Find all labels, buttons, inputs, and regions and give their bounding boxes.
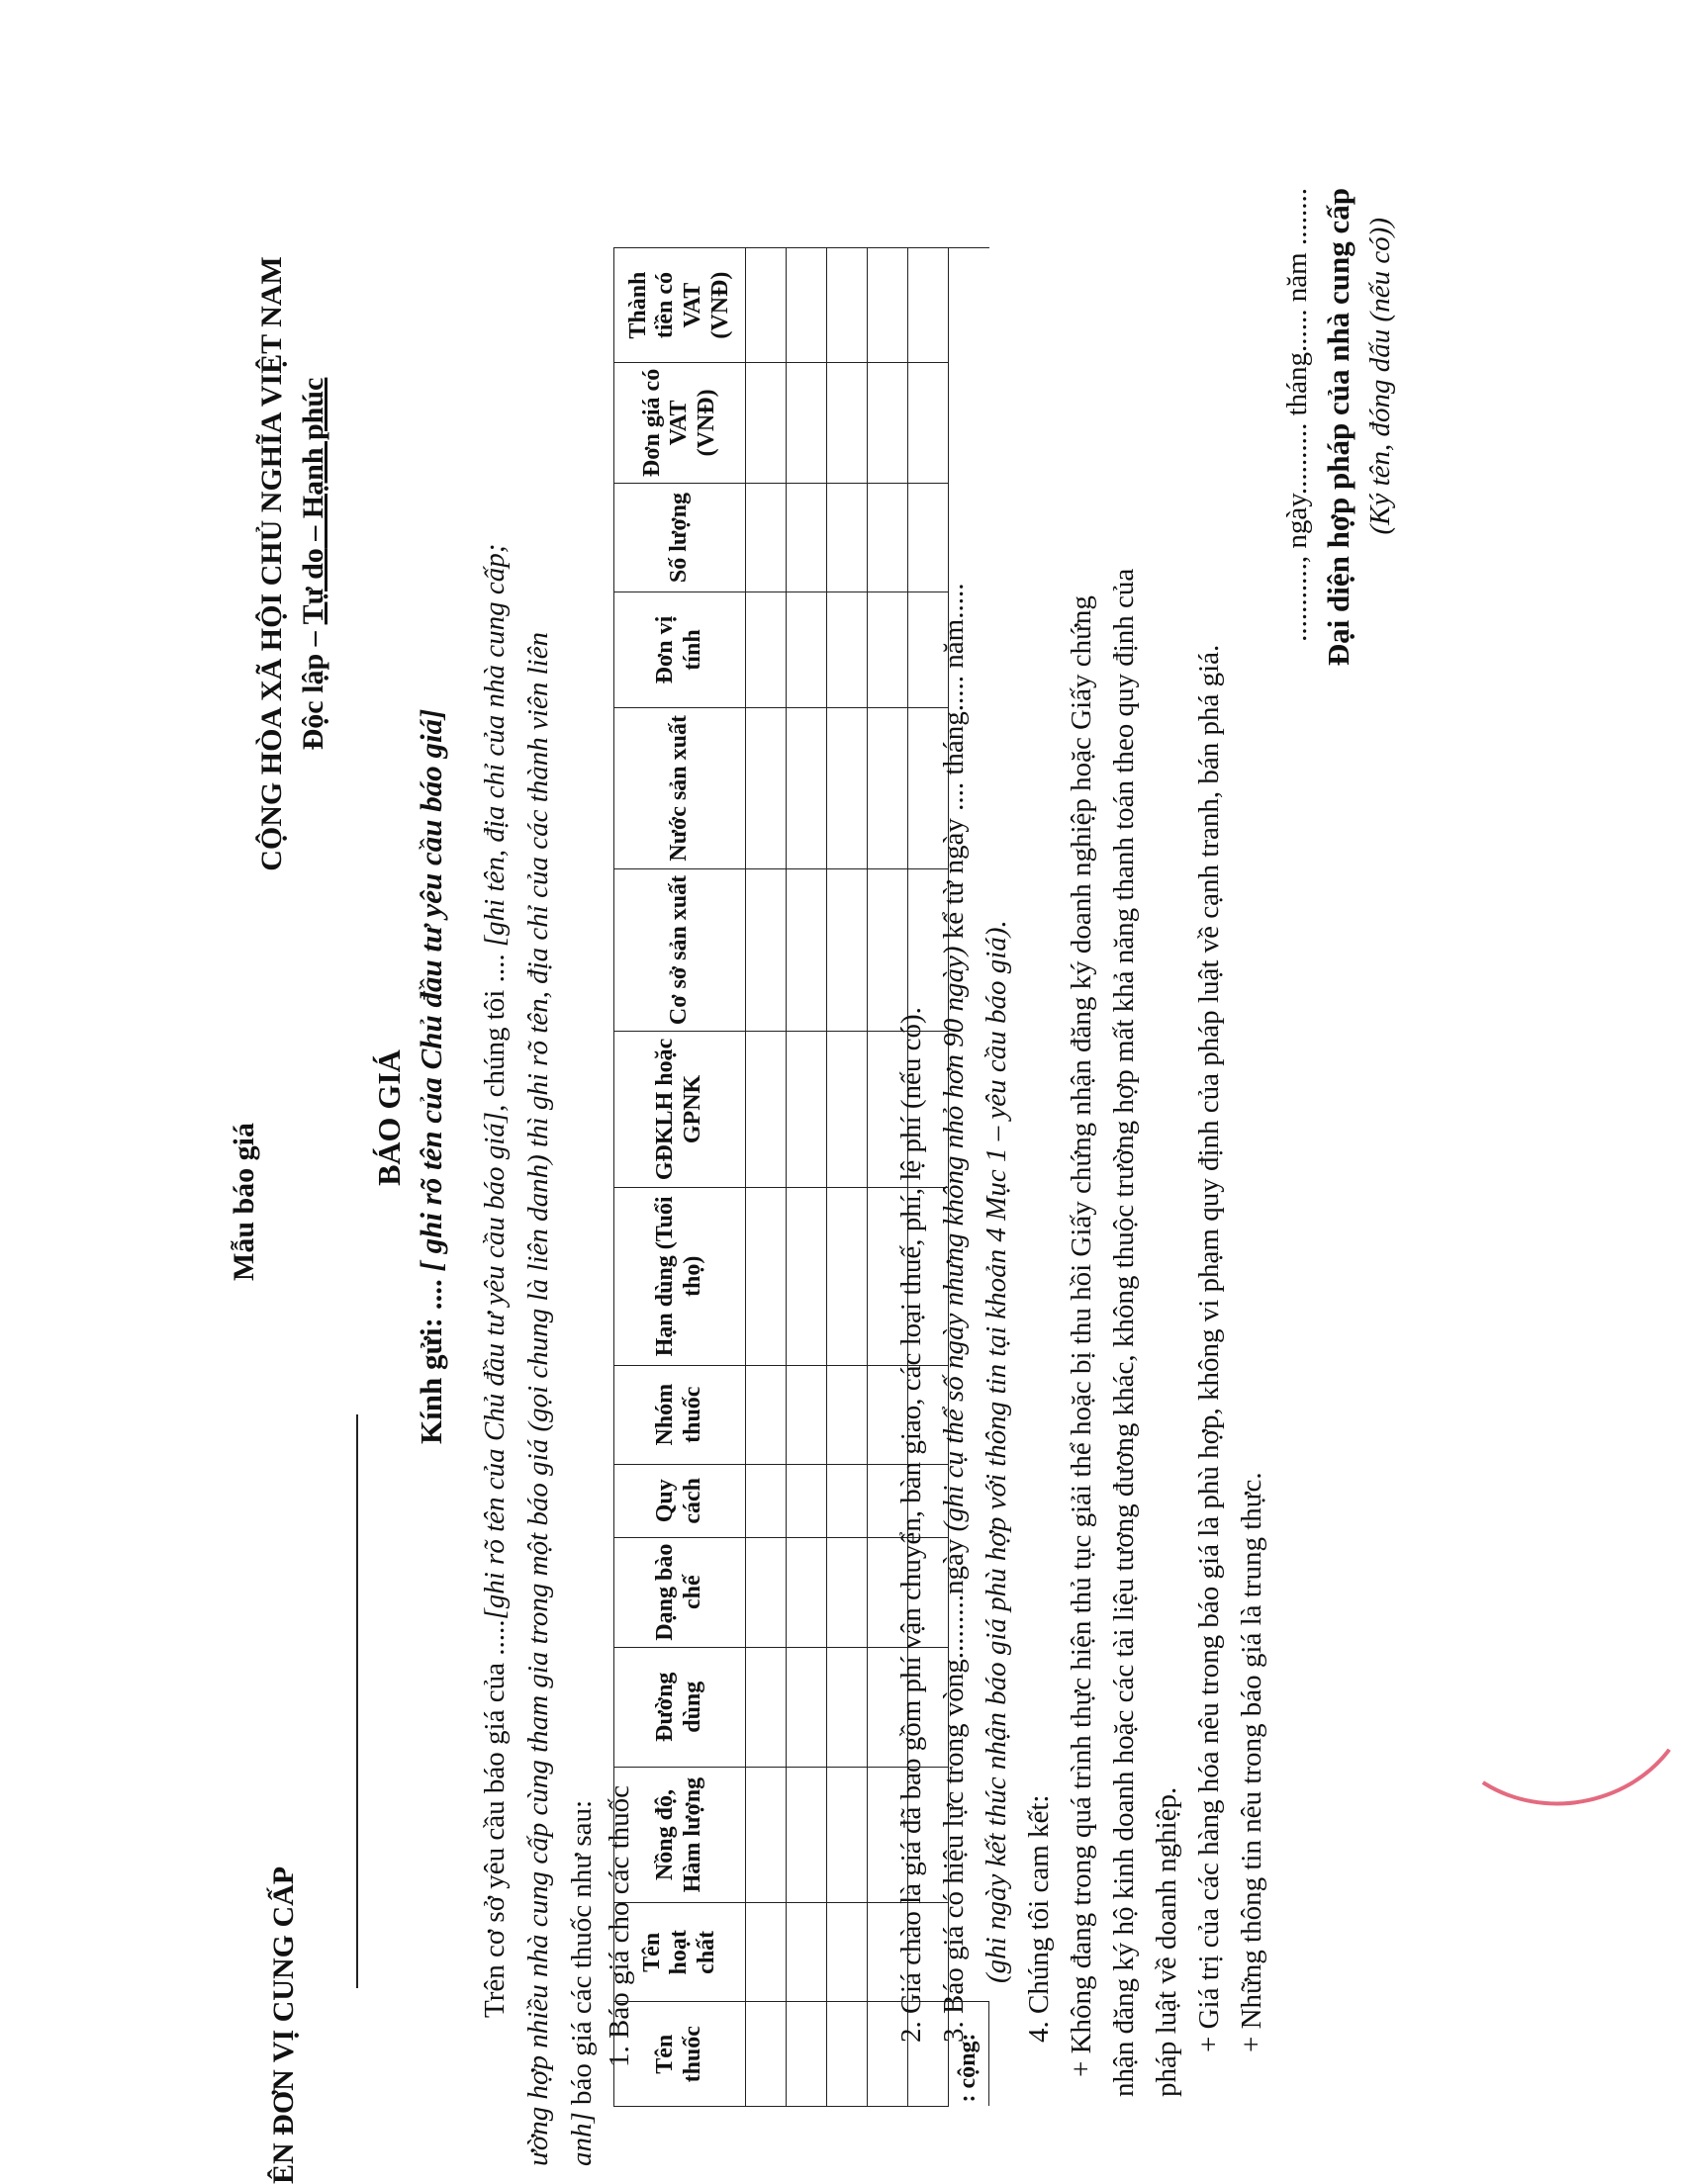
term-item-3-note: (ghi ngày kết thúc nhận báo giá phù hợp với thông tin tại khoản 4 Mục 1 – yêu cầu báo giá). [981,920,1012,1983]
table-cell [787,1464,827,1537]
table-cell [787,2002,827,2107]
supplier-name: ÊN ĐƠN VỊ CUNG CẤP [267,1866,300,2184]
table-cell [827,1188,868,1365]
form-label: Mẫu báo giá [228,1122,260,1281]
table-row [827,248,868,2107]
col-header: Số lượng [614,483,746,592]
table-cell [746,1767,787,1902]
table-cell [827,1903,868,2002]
motto-happiness: – Hạnh phúc [297,377,329,549]
motto-independence: Độc lập – [297,624,329,751]
term-item-2: 2. Giá chào là giá đã bao gồm phí vận chuyển, bàn giao, các loại thuế, phí, lệ phí (nếu có). [895,1007,927,2043]
commitment-3: + Những thông tin nêu trong báo giá là trung thực. [1236,1472,1267,2052]
addressee-note: [ ghi rõ tên của Chủ đầu tư yêu cầu báo giá] [414,708,448,1272]
table-cell [746,707,787,869]
signature-date: ..........., ngày.......... tháng...... năm ........ [1281,188,1313,642]
table-cell [746,1188,787,1365]
signature-block [1276,188,1401,1286]
table-cell [787,1365,827,1464]
term-item-3: 3. Báo giá có hiệu lực trong vòng.........ngày (ghi cụ thể số ngày nhưng không nhỏ hơn 90 ngày) kể từ ngày .... tháng..... năm..... [938,583,970,2043]
col-header: Tên thuốc [614,2002,746,2107]
table-cell [827,592,868,707]
col-header: Nhóm thuốc [614,1365,746,1464]
table-cell [827,363,868,483]
table-row [787,248,827,2107]
intro-line-2: ường hợp nhiều nhà cung cấp cùng tham gia trong một báo giá (gọi chung là liên danh) thì ghi rõ tên, địa chỉ của các thành viên liên [522,631,554,2166]
intro-line-3: anh] báo giá các thuốc như sau: [566,1799,598,2166]
commitment-2: + Giá trị của các hàng hóa nêu trong báo giá là phù hợp, không vi phạm quy định của pháp luật về cạnh tranh, bán phá giá. [1193,644,1225,2052]
table-cell [746,1031,787,1187]
col-header: Quy cách [614,1464,746,1537]
col-header: GĐKLH hoặc GPNK [614,1031,746,1187]
commitment-1-line-3: pháp luật về doanh nghiệp. [1151,1786,1182,2097]
red-stamp-mark [1411,1549,1682,1827]
col-header: Tên hoạt chất [614,1903,746,2002]
motto-freedom: Tự do [297,548,329,625]
commitment-1-line-2: nhận đăng ký hộ kinh doanh hoặc các tài liệu tương đương khác, không thuộc trường hợp mất khả năng thanh toán theo quy định của [1108,568,1140,2097]
table-cell [746,869,787,1032]
national-motto [297,119,330,1009]
intro-line-1: Trên cơ sở yêu cầu báo giá của .....[ghi rõ tên của Chủ đầu tư yêu cầu báo giá], chúng tôi .... [ghi tên, địa chỉ của nhà cung cấp; [479,543,511,2018]
table-cell [746,1365,787,1464]
table-cell [746,592,787,707]
table-cell [827,1647,868,1767]
col-header: Cơ sở sản xuất [614,869,746,1032]
table-header-row [614,248,746,2107]
col-header: Nước sản xuất [614,707,746,869]
supplier-name-underline [356,1414,358,1988]
document-title: BÁO GIÁ [371,1049,407,1186]
table-cell [827,483,868,592]
col-header: Đơn giá có VAT (VNĐ) [614,363,746,483]
term-item-4: 4. Chúng tôi cam kết: [1023,1794,1055,2043]
table-cell [787,707,827,869]
table-row [746,248,787,2107]
table-cell [827,2002,868,2107]
table-cell [827,248,868,363]
table-cell [787,248,827,363]
table-cell [787,1537,827,1647]
table-cell [746,1537,787,1647]
table-cell [787,1767,827,1902]
table-cell [827,707,868,869]
terms-section [890,20,1273,2097]
addressee-line [414,709,449,1444]
table-cell [787,363,827,483]
table-cell [746,483,787,592]
table-cell [746,248,787,363]
table-cell [827,1031,868,1187]
table-cell [827,1365,868,1464]
col-header: Dạng bào chế [614,1537,746,1647]
table-cell [746,1647,787,1767]
table-cell [787,869,827,1032]
table-cell [827,1464,868,1537]
signature-representative: Đại diện hợp pháp của nhà cung cấp [1321,188,1355,667]
republic-heading: CỘNG HÒA XÃ HỘI CHỦ NGHĨA VIỆT NAM [255,256,288,871]
col-header: Thành tiền có VAT (VNĐ) [614,248,746,363]
table-cell [787,1903,827,2002]
table-cell [746,363,787,483]
total-label: : cộng: [949,2002,989,2107]
table-cell [746,2002,787,2107]
table-cell [827,869,868,1032]
col-header: Đường dùng [614,1647,746,1767]
addressee-lead: Kính gửi: .... [414,1271,448,1444]
table-cell [827,1767,868,1902]
col-header: Đơn vị tính [614,592,746,707]
col-header: Nồng độ, Hàm lượng [614,1767,746,1902]
table-cell [787,592,827,707]
table-cell [787,1188,827,1365]
table-cell [827,1537,868,1647]
table-cell [746,1464,787,1537]
signature-note: (Ký tên, đóng dấu (nếu có)) [1364,218,1396,535]
col-header: Hạn dùng (Tuổi thọ) [614,1188,746,1365]
table-cell [746,1903,787,2002]
intro-item-1: 1. Báo giá cho các thuốc [604,1784,635,2067]
table-cell [787,483,827,592]
commitment-1-line-1: + Không đang trong quá trình thực hiện thủ tục giải thể hoặc bị thu hồi Giấy chứng nhận đăng ký doanh nghiệp hoặc Giấy chứng [1066,595,1097,2077]
table-cell [787,1647,827,1767]
table-cell [787,1031,827,1187]
